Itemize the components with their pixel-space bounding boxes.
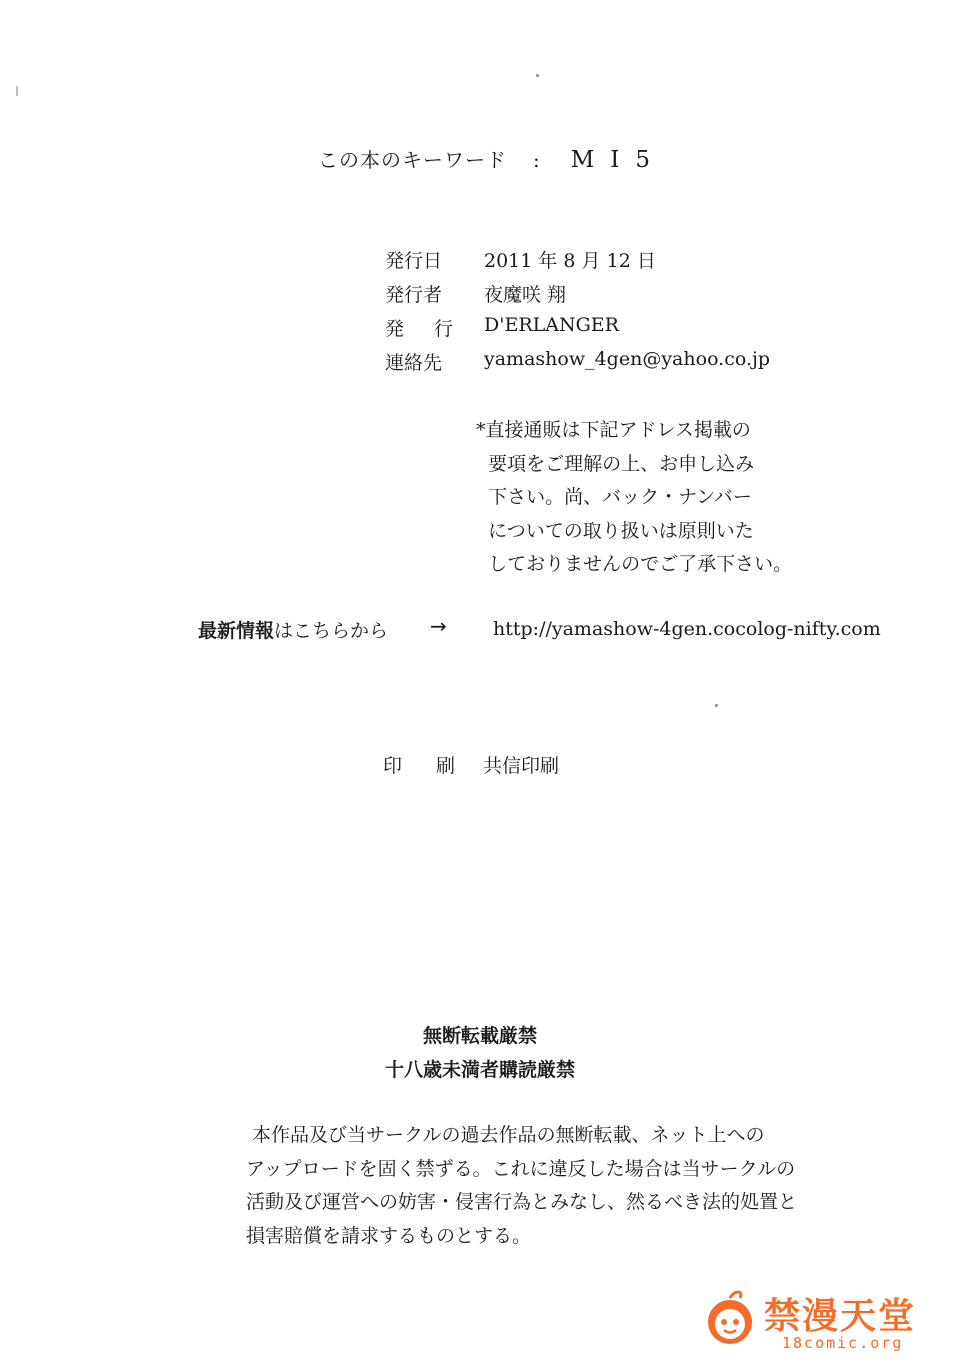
mail-order-note: *直接通販は下記アドレス掲載の 要項をご理解の上、お申し込み 下さい。尚、バック・ナンバー についての取り扱いは原則いた しておりませんのでご了承下さい。 xyxy=(476,419,793,575)
printing-value: 共信印刷 xyxy=(483,755,560,777)
copyright-paragraph: 本作品及び当サークルの過去作品の無断転載、ネット上への アップロードを固く禁ずる。これに違反した場合は当サークルの 活動及び運営への妨害・侵害行為とみなし、然るべき法的処置と 損害賠償を請求するものとする。 xyxy=(246,1124,798,1247)
scan-speck xyxy=(16,86,18,96)
latest-info-label-bold: 最新情報 xyxy=(198,620,275,642)
keyword-label: この本のキーワード xyxy=(318,148,507,172)
latest-info-label-rest: はこちらから xyxy=(274,620,389,642)
publish-date-value: 2011 年 8 月 12 日 xyxy=(484,250,656,272)
keyword-colon: : xyxy=(533,148,541,172)
keyword-value: MI5 xyxy=(570,147,667,173)
latest-info-label xyxy=(198,616,388,643)
publish-date-label: 発行日 xyxy=(385,250,443,272)
keyword-line xyxy=(318,144,666,173)
watermark-logo xyxy=(700,1284,940,1356)
mascot-icon xyxy=(700,1288,760,1348)
right-arrow-icon: → xyxy=(430,614,447,638)
scan-speck xyxy=(536,74,539,77)
website-link[interactable]: http://yamashow-4gen.cocolog-nifty.com xyxy=(493,618,881,640)
issuer-label: 発 行 xyxy=(385,318,466,340)
issuer-value: D'ERLANGER xyxy=(484,314,619,336)
publisher-label: 発行者 xyxy=(385,284,443,306)
scan-speck xyxy=(715,704,718,707)
publisher-value: 夜魔咲 翔 xyxy=(484,284,567,306)
printing-label: 印 刷 xyxy=(383,755,470,777)
age-restriction-warning: 十八歳未満者購読厳禁 xyxy=(384,1059,575,1081)
watermark-subtext: 18comic.org xyxy=(782,1334,904,1352)
contact-label: 連絡先 xyxy=(385,352,443,374)
contact-email[interactable]: yamashow_4gen@yahoo.co.jp xyxy=(484,348,771,370)
watermark-text: 禁漫天堂 xyxy=(764,1296,917,1337)
no-reproduction-warning: 無断転載厳禁 xyxy=(422,1025,537,1047)
